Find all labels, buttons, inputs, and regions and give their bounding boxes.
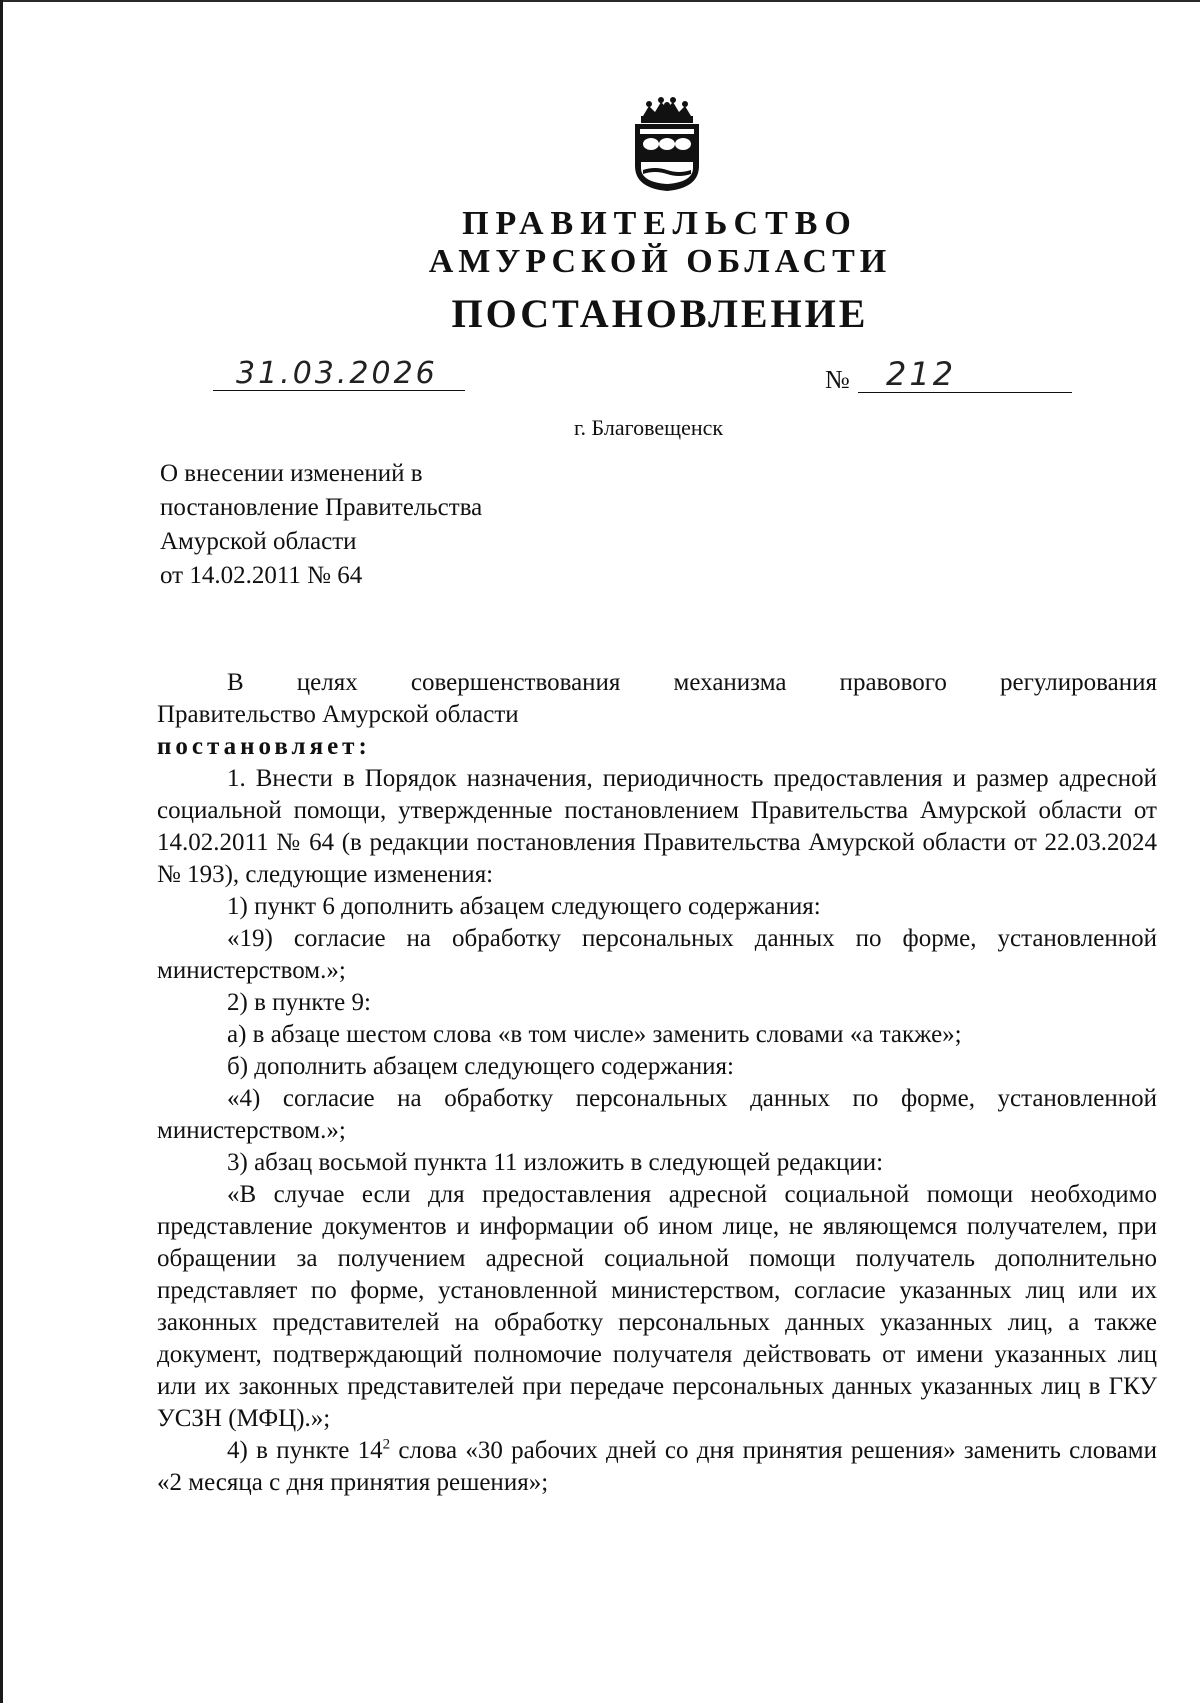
clause-1-4-start: 4) в пункте 14: [227, 1437, 383, 1464]
document-date: 31.03.2026: [236, 356, 438, 391]
subject-line: от 14.02.2011 № 64: [160, 562, 363, 589]
clause-1-2-a: а) в абзаце шестом слова «в том числе» заменить словами «а также»;: [227, 1021, 962, 1048]
subject-line: Амурской области: [160, 528, 357, 555]
resolves-word: постановляет:: [157, 733, 371, 760]
document-subject: [160, 457, 482, 593]
coat-of-arms-icon: [627, 96, 707, 192]
document-body: [157, 667, 1157, 1499]
document-number: 212: [886, 355, 957, 393]
government-title: ПРАВИТЕЛЬСТВО: [462, 205, 858, 242]
number-sign: №: [825, 365, 850, 394]
region-title: АМУРСКОЙ ОБЛАСТИ: [428, 243, 892, 280]
clause-1-1: 1) пункт 6 дополнить абзацем следующего содержания:: [227, 893, 821, 920]
clause-1: 1. Внести в Порядок назначения, периодичность предоставления и размер адресной социальной помощи, утвержденные постановлением Правительства Амурской области от 14.02.2011 № 64 (в редакции постановления Правительства Амурской области от 22.03.2024 № 193), следующие изменения:: [157, 765, 1157, 888]
clause-1-2: 2) в пункте 9:: [227, 989, 371, 1016]
clause-1-4: [157, 1435, 1157, 1499]
subject-line: О внесении изменений в: [160, 460, 423, 487]
superscript: 2: [382, 1436, 391, 1453]
clause-1-4-end: слова «30 рабочих дней со дня принятия решения» заменить словами «2 месяца с дня принятия решения»;: [157, 1437, 1158, 1496]
clause-1-2-b: б) дополнить абзацем следующего содержания:: [227, 1053, 734, 1080]
clause-1-3: 3) абзац восьмой пункта 11 изложить в следующей редакции:: [227, 1149, 884, 1176]
clause-1-1-text: «19) согласие на обработку персональных данных по форме, установленной министерством.»;: [157, 925, 1157, 984]
preamble: В целях совершенствования механизма правового регулирования: [227, 669, 1157, 696]
preamble-continued: Правительство Амурской области: [157, 701, 519, 728]
subject-line: постановление Правительства: [160, 494, 483, 521]
document-type: ПОСТАНОВЛЕНИЕ: [451, 291, 869, 336]
scan-top-edge: [0, 0, 1200, 2]
city: г. Благовещенск: [574, 415, 724, 440]
clause-1-2-b-text: «4) согласие на обработку персональных данных по форме, установленной министерством.»;: [157, 1085, 1157, 1144]
clause-1-3-text: «В случае если для предоставления адресной социальной помощи необходимо представление документов и информации об ином лице, не являющемся получателем, при обращении за получением адресной социальной помощи получатель дополнительно представляет по форме, установленной министерством, согласие указанных лиц или их законных представителей на обработку персональных данных указанных лиц, а также документ, подтверждающий полномочие получателя действовать от имени указанных лиц или их законных представителей при передаче персональных данных указанных лиц в ГКУ УСЗН (МФЦ).»;: [157, 1181, 1157, 1432]
